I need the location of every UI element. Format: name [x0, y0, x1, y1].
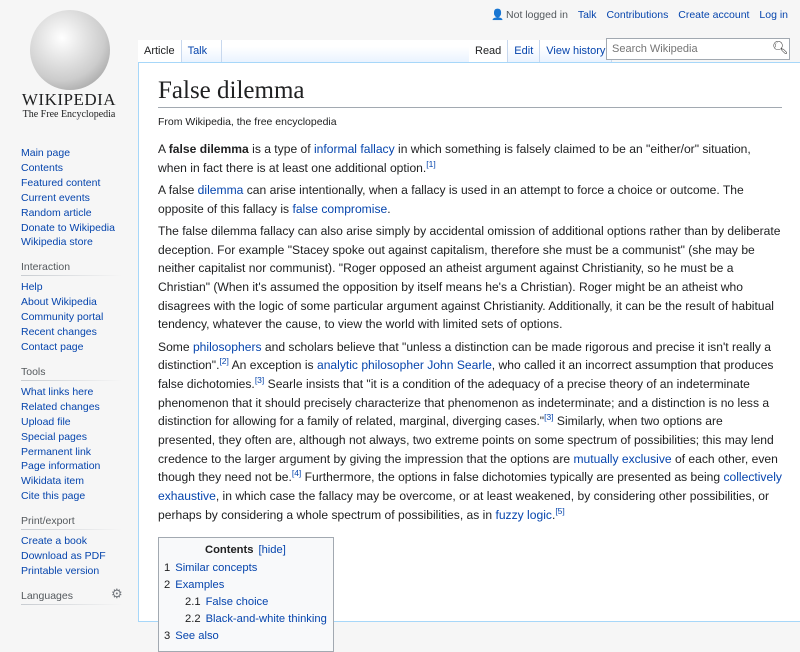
portal-heading: Languages [21, 590, 122, 605]
text: An exception is [228, 358, 317, 373]
sidebar-link[interactable]: Help [21, 281, 43, 294]
search-input[interactable] [606, 38, 790, 60]
sidebar-link[interactable]: Upload file [21, 415, 71, 428]
citation-link[interactable]: [3] [254, 374, 265, 385]
text: A false [158, 182, 198, 197]
toc-item[interactable] [164, 560, 327, 577]
search-icon[interactable]: 🔍︎ [772, 40, 789, 55]
sidebar-link[interactable]: Donate to Wikipedia [21, 221, 115, 234]
citation-link[interactable]: [5] [555, 505, 565, 516]
text: , in which case the fallacy may be overcome, or at least weakened, by considering other possibilities, or perhaps by considering a whole spectrum of possibilities, as in [158, 489, 770, 522]
sidebar-link[interactable]: Contact page [21, 340, 84, 353]
toc-item[interactable] [164, 611, 327, 628]
sidebar-link[interactable]: Permanent link [21, 445, 92, 458]
text: Furthermore, the options in false dichotomies typically are presented as being [301, 470, 724, 485]
sidebar-link[interactable]: Current events [21, 191, 90, 204]
interaction-portal [0, 261, 138, 355]
article-link[interactable]: false compromise [292, 201, 388, 216]
paragraph [158, 181, 782, 218]
article-link[interactable]: analytic philosopher [316, 358, 424, 373]
namespace-tabs [138, 40, 512, 62]
sidebar-link[interactable]: Cite this page [21, 490, 86, 503]
toc-number: 2.1 [185, 596, 201, 609]
portal-heading: Print/export [21, 515, 122, 530]
text: . [551, 507, 556, 522]
text: , who called it an incorrect assumption that produces false dichotomies. [158, 358, 774, 391]
toc-number: 1 [164, 562, 171, 575]
tab-article[interactable]: Article [138, 40, 182, 62]
article-link[interactable]: fuzzy logic [495, 507, 552, 522]
logo-tagline: The Free Encyclopedia [22, 109, 116, 120]
navigation-portal [0, 146, 138, 250]
citation-link[interactable]: [4] [291, 468, 302, 479]
tab-talk[interactable]: Talk [182, 40, 223, 62]
citation-link[interactable]: [3] [544, 412, 554, 423]
text: Similarly, when two options are presented, they often are, although not always, two extreme points on some spectrum of possibilities; this may lend credence to the larger argument by giving the impression that the options are [158, 414, 774, 466]
view-tabs [469, 40, 612, 62]
article-link[interactable]: philosophers [192, 339, 262, 354]
sidebar-link[interactable]: Community portal [21, 311, 104, 324]
toc-item[interactable] [164, 594, 327, 611]
tab-read[interactable]: Read [469, 40, 508, 62]
sidebar-link[interactable]: Featured content [21, 176, 101, 189]
wikipedia-logo[interactable] [0, 0, 138, 140]
sidebar-link[interactable]: Contents [21, 161, 64, 174]
toc-hide-toggle[interactable]: [hide] [258, 544, 286, 557]
text: A [158, 142, 169, 156]
gear-icon[interactable]: ⚙ [111, 586, 123, 601]
sidebar-link[interactable]: Random article [21, 206, 92, 219]
puzzle-globe-icon [30, 10, 110, 90]
paragraph [158, 222, 782, 334]
log-in-link[interactable]: Log in [759, 9, 788, 21]
toc-item[interactable] [164, 577, 327, 594]
sidebar-link[interactable]: Create a book [21, 535, 87, 548]
portal-heading: Tools [21, 366, 122, 381]
sidebar-link[interactable]: About Wikipedia [21, 296, 97, 309]
article-link[interactable]: John Searle [427, 358, 492, 373]
contributions-link[interactable]: Contributions [606, 9, 669, 21]
sidebar-link[interactable]: Recent changes [21, 326, 97, 339]
toc-link[interactable]: False choice [205, 596, 269, 609]
not-logged-in-status: Not logged in [506, 9, 568, 21]
text: of each other, even though they need not be. [158, 451, 778, 485]
sidebar-link[interactable]: Related changes [21, 400, 100, 413]
create-account-link[interactable]: Create account [678, 9, 750, 21]
toc-item[interactable] [164, 628, 327, 645]
sidebar-link[interactable]: Special pages [21, 430, 87, 443]
table-of-contents [158, 537, 334, 652]
tab-edit[interactable]: Edit [508, 40, 540, 62]
sidebar-link[interactable]: Printable version [21, 564, 100, 577]
sidebar-link[interactable]: Download as PDF [21, 550, 106, 563]
citation-link[interactable]: [2] [219, 356, 229, 367]
site-subtitle: From Wikipedia, the free encyclopedia [158, 116, 337, 128]
bold-term: false dilemma [168, 142, 249, 156]
article-link[interactable]: collectively exhaustive [158, 470, 782, 504]
user-icon: 👤 [490, 9, 505, 21]
toc-number: 2.2 [185, 613, 201, 626]
article-link[interactable]: dilemma [197, 182, 244, 197]
article-link[interactable]: mutually exclusive [573, 451, 672, 466]
text: is a type of [248, 142, 314, 156]
toc-title: Contents [204, 544, 254, 557]
page-title: False dilemma [158, 77, 782, 108]
toc-link[interactable]: See also [175, 630, 219, 643]
sidebar [0, 145, 138, 616]
text: in which something is falsely claimed to be an "either/or" situation, when in fact there is at least one additional option. [158, 142, 751, 175]
talk-link[interactable]: Talk [577, 9, 597, 21]
toc-number: 2 [164, 579, 171, 592]
text: and scholars believe that "unless a distinction can be made rigorous and precise it isn't really a distinction". [158, 339, 771, 373]
article-content [138, 62, 800, 643]
toc-link[interactable]: Similar concepts [175, 562, 258, 575]
text: can arise intentionally, when a fallacy is used in an attempt to force a choice or outcome. The opposite of this fallacy is [158, 182, 744, 216]
sidebar-link[interactable]: Wikipedia store [21, 236, 93, 249]
sidebar-link[interactable]: Wikidata item [21, 475, 85, 488]
paragraph [158, 338, 782, 525]
portal-heading: Interaction [21, 261, 122, 276]
logo-wordmark: WIKIPEDIA [21, 90, 117, 109]
sidebar-link[interactable]: Page information [21, 460, 101, 473]
toc-link[interactable]: Black-and-white thinking [205, 613, 327, 626]
personal-tools [484, 8, 788, 21]
sidebar-link[interactable]: What links here [21, 385, 94, 398]
text: Some [158, 339, 193, 354]
print-portal [0, 515, 138, 579]
tab-view-history[interactable]: View history [540, 40, 612, 62]
toc-link[interactable]: Examples [175, 579, 225, 592]
text: . [387, 201, 391, 216]
article-body [158, 140, 782, 525]
text: The false dilemma fallacy can also arise simply by accidental omission of additional options rather than by deliberate deception. For example "Stacey spoke out against capitalism, therefore she must be a communist" (she may be neither capitalist nor communist). "Roger opposed an atheist argument against Christianity, so he must be a Christian" (When it's assumed the opposition by itself means he's a Christian). Roger might be an atheist who disagrees with the logic of some particular argument against Christianity. Additionally, it can be the result of habitual tendency, whatever the cause, to view the world with limited sets of options. [158, 223, 781, 332]
text: Searle insists that "it is a condition of the adequacy of a precise theory of an indeterminate phenomenon that it should precisely characterize that phenomenon as indeterminate; and a distinction is no less a distinction for allowing for a family of related, marginal, diverging cases." [158, 376, 770, 429]
tools-portal [0, 366, 138, 504]
paragraph [158, 140, 782, 177]
sidebar-link[interactable]: Main page [21, 147, 71, 159]
citation-link[interactable]: [1] [426, 158, 436, 169]
article-link[interactable]: informal fallacy [313, 142, 395, 156]
toc-number: 3 [164, 630, 171, 643]
